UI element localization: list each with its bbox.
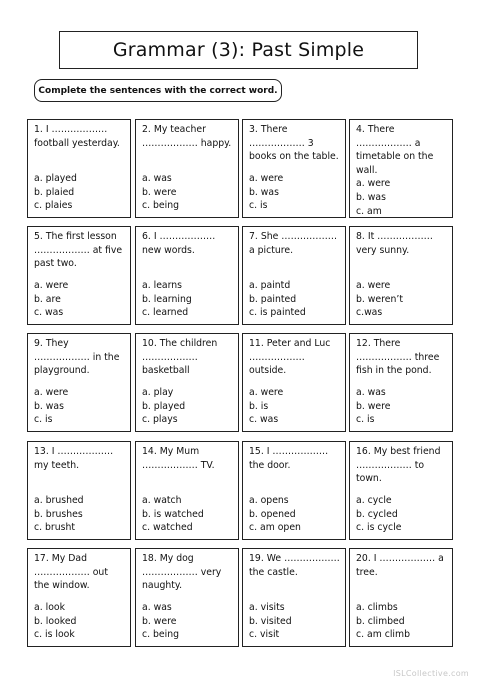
answer-options	[356, 494, 447, 535]
option-c: c.was	[356, 307, 383, 319]
answer-options	[34, 386, 125, 427]
option-c: c. plaies	[34, 200, 73, 212]
option-a: a. brushed	[34, 495, 84, 507]
question-card-7	[242, 226, 346, 325]
question-text: 16. My best friend ……………… to town.	[356, 446, 441, 485]
option-c: c. was	[249, 414, 279, 426]
question-card-4	[349, 119, 453, 218]
option-c: c. visit	[249, 629, 280, 641]
question-text: 9. They ……………… in the playground.	[34, 338, 120, 377]
answer-options	[142, 601, 233, 642]
answer-options	[356, 386, 447, 427]
option-a: a. were	[356, 178, 391, 190]
answer-options	[249, 494, 340, 535]
option-a: a. learns	[142, 280, 183, 292]
option-c: c. is painted	[249, 307, 306, 319]
option-a: a. cycle	[356, 495, 392, 507]
option-b: b. are	[34, 293, 61, 305]
question-text: 12. There ……………… three fish in the pond.	[356, 338, 440, 377]
question-text: 3. There ……………… 3 books on the table.	[249, 124, 339, 163]
question-card-16	[349, 441, 453, 540]
answer-options	[249, 172, 340, 213]
option-a: a. was	[142, 173, 172, 185]
option-a: a. played	[34, 173, 77, 185]
option-c: c. being	[142, 200, 180, 212]
question-text: 4. There ……………… a timetable on the wall.	[356, 124, 434, 176]
answer-options	[356, 601, 447, 642]
question-text: 2. My teacher ……………… happy.	[142, 124, 232, 149]
option-b: b. was	[34, 400, 64, 412]
option-b: b. looked	[34, 615, 77, 627]
option-b: b. opened	[249, 508, 296, 520]
question-card-12	[349, 333, 453, 432]
answer-options	[142, 172, 233, 213]
option-a: a. was	[142, 602, 172, 614]
question-text: 17. My Dad ……………… out the window.	[34, 553, 108, 592]
question-card-5	[27, 226, 131, 325]
option-a: a. opens	[249, 495, 289, 507]
question-text: 19. We ……………… the castle.	[249, 553, 340, 578]
question-card-19	[242, 548, 346, 647]
option-c: c. plays	[142, 414, 178, 426]
option-c: c. am	[356, 205, 382, 217]
option-b: b. weren’t	[356, 293, 403, 305]
question-text: 14. My Mum ……………… TV.	[142, 446, 215, 471]
option-c: c. being	[142, 629, 180, 641]
option-c: c. is cycle	[356, 522, 402, 534]
question-text: 8. It ……………… very sunny.	[356, 231, 433, 256]
option-a: a. were	[356, 280, 391, 292]
question-text: 1. I ……………… football yesterday.	[34, 124, 120, 149]
answer-options	[356, 279, 447, 320]
option-a: a. watch	[142, 495, 182, 507]
option-a: a. look	[34, 602, 65, 614]
answer-options	[34, 601, 125, 642]
question-card-18	[135, 548, 239, 647]
question-card-6	[135, 226, 239, 325]
watermark: ISLCollective.com	[393, 669, 469, 678]
option-c: c. brusht	[34, 522, 76, 534]
question-card-11	[242, 333, 346, 432]
option-a: a. play	[142, 387, 174, 399]
answer-options	[249, 601, 340, 642]
answer-options	[142, 279, 233, 320]
question-card-2	[135, 119, 239, 218]
option-c: c. is look	[34, 629, 75, 641]
question-card-17	[27, 548, 131, 647]
option-b: b. brushes	[34, 508, 83, 520]
question-text: 18. My dog ……………… very naughty.	[142, 553, 222, 592]
answer-options	[142, 494, 233, 535]
option-a: a. climbs	[356, 602, 398, 614]
option-b: b. is watched	[142, 508, 204, 520]
instruction-box: Complete the sentences with the correct word.	[34, 79, 282, 102]
option-b: b. cycled	[356, 508, 398, 520]
page-title: Grammar (3): Past Simple	[59, 31, 418, 69]
option-a: a. were	[34, 387, 69, 399]
question-card-13	[27, 441, 131, 540]
answer-options	[34, 494, 125, 535]
question-card-20	[349, 548, 453, 647]
option-c: c. am climb	[356, 629, 410, 641]
question-card-1	[27, 119, 131, 218]
option-a: a. were	[249, 173, 284, 185]
answer-options	[142, 386, 233, 427]
option-b: b. were	[142, 186, 177, 198]
option-c: c. was	[34, 307, 64, 319]
question-card-15	[242, 441, 346, 540]
answer-options	[249, 386, 340, 427]
option-c: c. am open	[249, 522, 301, 534]
option-a: a. visits	[249, 602, 285, 614]
question-card-9	[27, 333, 131, 432]
question-card-3	[242, 119, 346, 218]
answer-options	[249, 279, 340, 320]
option-b: b. learning	[142, 293, 192, 305]
question-text: 15. I ……………… the door.	[249, 446, 329, 471]
option-b: b. were	[142, 615, 177, 627]
option-c: c. learned	[142, 307, 189, 319]
question-card-8	[349, 226, 453, 325]
option-b: b. played	[142, 400, 186, 412]
option-b: b. is	[249, 400, 269, 412]
question-text: 7. She ……………… a picture.	[249, 231, 338, 256]
option-b: b. painted	[249, 293, 297, 305]
option-c: c. watched	[142, 522, 193, 534]
option-b: b. was	[356, 191, 386, 203]
question-text: 20. I ……………… a tree.	[356, 553, 444, 578]
option-a: a. were	[34, 280, 69, 292]
answer-options	[34, 172, 125, 213]
option-b: b. visited	[249, 615, 292, 627]
answer-options	[356, 177, 447, 218]
option-c: c. is	[249, 200, 268, 212]
question-text: 13. I ……………… my teeth.	[34, 446, 114, 471]
option-b: b. plaied	[34, 186, 75, 198]
question-card-14	[135, 441, 239, 540]
question-text: 11. Peter and Luc ……………… outside.	[249, 338, 331, 377]
option-b: b. were	[356, 400, 391, 412]
question-text: 5. The first lesson ……………… at five past two.	[34, 231, 123, 270]
option-c: c. is	[356, 414, 375, 426]
option-c: c. is	[34, 414, 53, 426]
question-card-10	[135, 333, 239, 432]
question-text: 10. The children ……………… basketball	[142, 338, 218, 377]
question-text: 6. I ……………… new words.	[142, 231, 216, 256]
answer-options	[34, 279, 125, 320]
option-b: b. climbed	[356, 615, 405, 627]
option-a: a. was	[356, 387, 386, 399]
option-a: a. were	[249, 387, 284, 399]
option-a: a. paintd	[249, 280, 291, 292]
option-b: b. was	[249, 186, 279, 198]
